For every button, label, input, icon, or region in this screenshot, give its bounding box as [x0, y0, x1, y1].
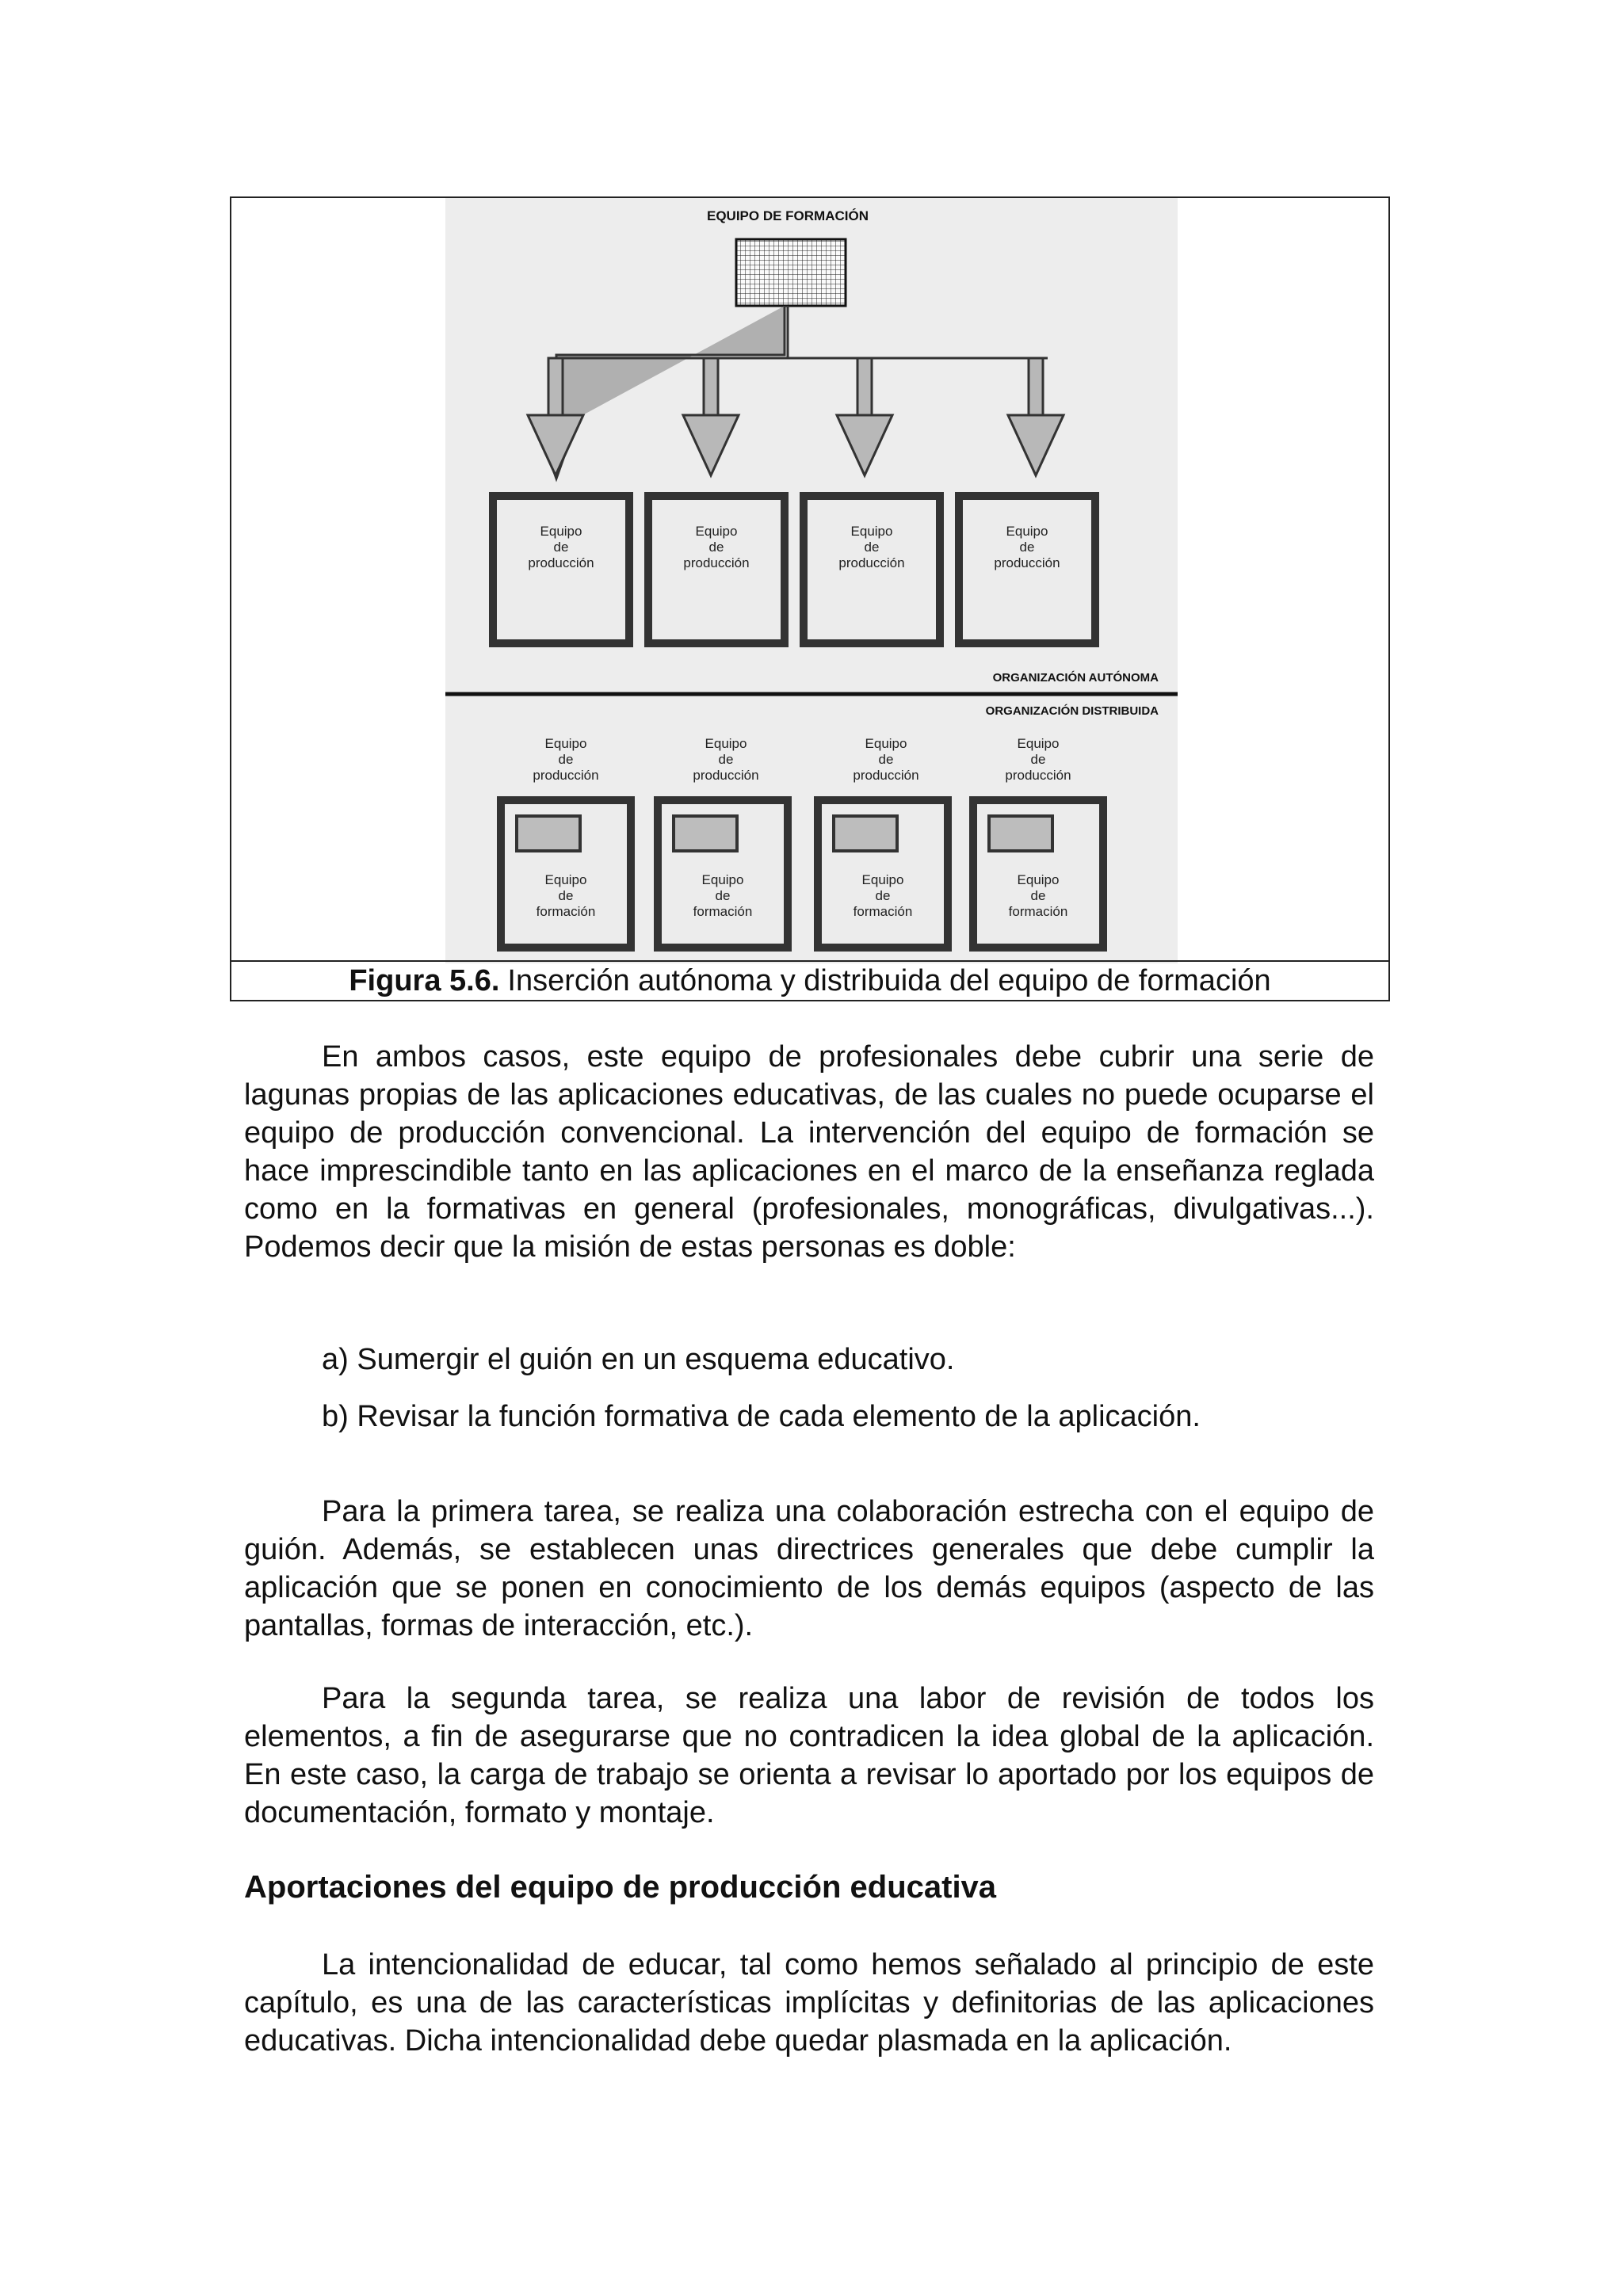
svg-text:de: de	[1030, 752, 1046, 767]
svg-text:producción: producción	[693, 768, 759, 783]
caption-text: Inserción autónoma y distribuida del equipo de formación	[507, 963, 1271, 997]
svg-text:de: de	[553, 540, 569, 555]
svg-text:Equipo: Equipo	[1017, 736, 1060, 751]
svg-text:Equipo: Equipo	[1017, 872, 1060, 887]
organization-diagram	[445, 198, 1178, 963]
svg-text:producción: producción	[533, 768, 599, 783]
svg-text:formación: formación	[536, 904, 596, 919]
svg-text:de: de	[708, 540, 724, 555]
svg-text:producción: producción	[853, 768, 919, 783]
svg-text:Equipo: Equipo	[865, 736, 907, 751]
section-heading: Aportaciones del equipo de producción educativa	[244, 1870, 997, 1905]
figure-frame	[230, 196, 1390, 1001]
autonomous-org-label: ORGANIZACIÓN AUTÓNOMA	[992, 671, 1159, 685]
svg-text:formación: formación	[1008, 904, 1068, 919]
svg-text:Equipo: Equipo	[861, 872, 904, 887]
svg-text:Equipo: Equipo	[544, 736, 587, 751]
caption-number: Figura 5.6.	[349, 963, 500, 997]
paragraph-4: La intencionalidad de educar, tal como hemos señalado al principio de este capítulo, es una de las características implícitas y definitorias de las aplicaciones educativas. Dicha intencionalidad debe quedar plasmada en la aplicación.	[244, 1948, 1374, 2058]
svg-text:de: de	[558, 888, 574, 903]
svg-text:de: de	[1030, 888, 1046, 903]
svg-text:producción: producción	[528, 555, 594, 570]
svg-text:de: de	[558, 752, 574, 767]
training-team-block	[736, 239, 846, 306]
distributed-team-labels	[533, 736, 1071, 783]
paragraph-3: Para la segunda tarea, se realiza una labor de revisión de todos los elementos, a fin de asegurarse que no contradicen la idea global de la aplicación. En este caso, la carga de trabajo se orienta a revisar lo aportado por los equipos de documentación, formato y montaje.	[244, 1682, 1374, 1829]
svg-text:Equipo: Equipo	[544, 872, 587, 887]
distribution-arrows	[539, 306, 785, 479]
distributed-org-label: ORGANIZACIÓN DISTRIBUIDA	[985, 704, 1159, 718]
svg-text:Equipo: Equipo	[540, 524, 582, 539]
paragraph-1: En ambos casos, este equipo de profesionales debe cubrir una serie de lagunas propias de las aplicaciones educativas, de las cuales no puede ocuparse el equipo de producción convencional. La intervención del equipo de formación se hace imprescindible tanto en las aplicaciones en el marco de la enseñanza reglada como en la formativas en general (profesionales, monográficas, divulgativas...). Podemos decir que la misión de estas personas es doble:	[244, 1040, 1374, 1264]
svg-text:producción: producción	[994, 555, 1060, 570]
svg-text:Equipo: Equipo	[695, 524, 738, 539]
svg-text:producción: producción	[1005, 768, 1071, 783]
svg-text:Equipo: Equipo	[850, 524, 893, 539]
svg-text:producción: producción	[683, 555, 750, 570]
list-item-a: a) Sumergir el guión en un esquema educativo.	[322, 1343, 955, 1376]
diagram-top-label: EQUIPO DE FORMACIÓN	[706, 208, 869, 223]
svg-text:de: de	[718, 752, 734, 767]
svg-text:de: de	[715, 888, 731, 903]
svg-text:de: de	[1019, 540, 1035, 555]
svg-text:formación: formación	[853, 904, 913, 919]
svg-text:formación: formación	[693, 904, 753, 919]
list-item-b: b) Revisar la función formativa de cada elemento de la aplicación.	[322, 1400, 1201, 1433]
svg-text:Equipo: Equipo	[705, 736, 747, 751]
svg-text:de: de	[864, 540, 880, 555]
figure-caption	[231, 960, 1388, 1000]
svg-text:de: de	[875, 888, 891, 903]
svg-text:Equipo: Equipo	[701, 872, 744, 887]
svg-text:Equipo: Equipo	[1006, 524, 1048, 539]
svg-text:de: de	[878, 752, 894, 767]
svg-text:producción: producción	[838, 555, 905, 570]
paragraph-2: Para la primera tarea, se realiza una colaboración estrecha con el equipo de guión. Además, se establecen unas directrices generales que debe cumplir la aplicación que se ponen en conocimiento de los demás equipos (aspecto de las pantallas, formas de interacción, etc.).	[244, 1495, 1374, 1642]
